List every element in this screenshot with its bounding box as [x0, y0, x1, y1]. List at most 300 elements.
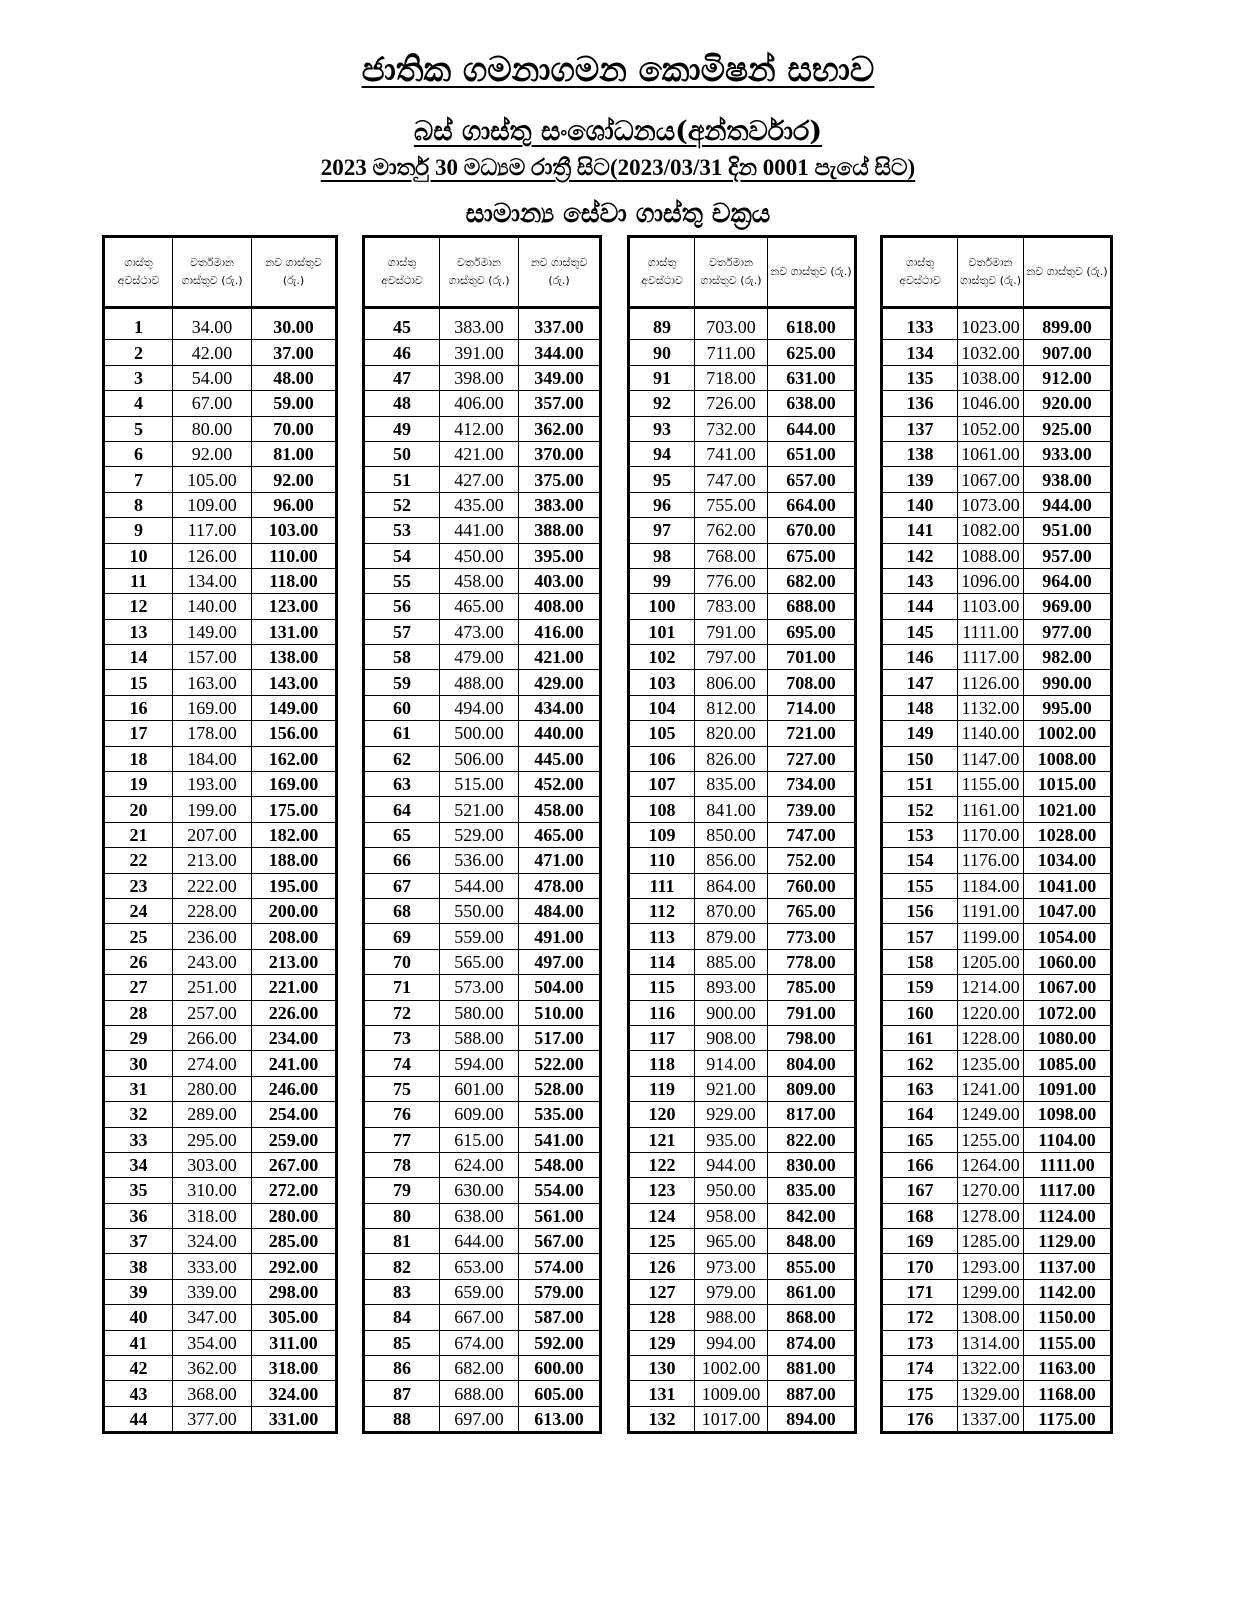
stage-cell: 27	[104, 975, 173, 1000]
new-fare-cell: 375.00	[519, 467, 601, 492]
table-row	[882, 1381, 1112, 1406]
new-fare-cell: 362.00	[519, 416, 601, 441]
current-fare-cell: 870.00	[695, 898, 768, 923]
stage-cell: 115	[629, 975, 695, 1000]
table-header-row	[629, 237, 856, 308]
column-header-new-fare: නව ගාස්තුව (රු.)	[252, 237, 337, 308]
stage-cell: 156	[882, 898, 958, 923]
current-fare-cell: 178.00	[173, 721, 252, 746]
new-fare-cell: 613.00	[519, 1406, 601, 1432]
table-row	[629, 568, 856, 593]
new-fare-cell: 964.00	[1024, 568, 1112, 593]
stage-cell: 84	[364, 1305, 440, 1330]
table-row	[629, 772, 856, 797]
current-fare-cell: 289.00	[173, 1102, 252, 1127]
current-fare-cell: 295.00	[173, 1127, 252, 1152]
new-fare-cell: 798.00	[768, 1025, 856, 1050]
new-fare-cell: 292.00	[252, 1254, 337, 1279]
current-fare-cell: 820.00	[695, 721, 768, 746]
new-fare-cell: 778.00	[768, 949, 856, 974]
table-row	[629, 1178, 856, 1203]
table-row	[104, 308, 337, 340]
stage-cell: 141	[882, 518, 958, 543]
new-fare-cell: 445.00	[519, 746, 601, 771]
stage-cell: 123	[629, 1178, 695, 1203]
table-row	[882, 645, 1112, 670]
current-fare-cell: 347.00	[173, 1305, 252, 1330]
current-fare-cell: 812.00	[695, 695, 768, 720]
stage-cell: 61	[364, 721, 440, 746]
stage-cell: 77	[364, 1127, 440, 1152]
stage-cell: 28	[104, 1000, 173, 1025]
new-fare-cell: 175.00	[252, 797, 337, 822]
current-fare-cell: 667.00	[440, 1305, 519, 1330]
new-fare-cell: 465.00	[519, 822, 601, 847]
current-fare-cell: 688.00	[440, 1381, 519, 1406]
current-fare-cell: 1308.00	[958, 1305, 1024, 1330]
new-fare-cell: 131.00	[252, 619, 337, 644]
current-fare-cell: 398.00	[440, 365, 519, 390]
table-row	[882, 492, 1112, 517]
stage-cell: 6	[104, 441, 173, 466]
table-row	[629, 822, 856, 847]
current-fare-cell: 473.00	[440, 619, 519, 644]
table-row	[104, 1330, 337, 1355]
table-row	[104, 1406, 337, 1432]
table-row	[104, 441, 337, 466]
current-fare-cell: 559.00	[440, 924, 519, 949]
table-row	[882, 746, 1112, 771]
table-row	[364, 797, 601, 822]
current-fare-cell: 682.00	[440, 1356, 519, 1381]
new-fare-cell: 951.00	[1024, 518, 1112, 543]
new-fare-cell: 675.00	[768, 543, 856, 568]
new-fare-cell: 110.00	[252, 543, 337, 568]
stage-cell: 25	[104, 924, 173, 949]
stage-cell: 99	[629, 568, 695, 593]
current-fare-cell: 791.00	[695, 619, 768, 644]
stage-cell: 43	[104, 1381, 173, 1406]
new-fare-cell: 421.00	[519, 645, 601, 670]
table-row	[104, 873, 337, 898]
current-fare-cell: 711.00	[695, 340, 768, 365]
table-row	[104, 1279, 337, 1304]
new-fare-cell: 567.00	[519, 1229, 601, 1254]
new-fare-cell: 752.00	[768, 848, 856, 873]
table-row	[364, 1076, 601, 1101]
stage-cell: 44	[104, 1406, 173, 1432]
current-fare-cell: 958.00	[695, 1203, 768, 1228]
current-fare-cell: 965.00	[695, 1229, 768, 1254]
current-fare-cell: 339.00	[173, 1279, 252, 1304]
new-fare-cell: 1163.00	[1024, 1356, 1112, 1381]
current-fare-cell: 1184.00	[958, 873, 1024, 898]
new-fare-cell: 528.00	[519, 1076, 601, 1101]
current-fare-cell: 1278.00	[958, 1203, 1024, 1228]
current-fare-cell: 615.00	[440, 1127, 519, 1152]
stage-cell: 54	[364, 543, 440, 568]
current-fare-cell: 1249.00	[958, 1102, 1024, 1127]
stage-cell: 124	[629, 1203, 695, 1228]
stage-cell: 52	[364, 492, 440, 517]
table-row	[104, 949, 337, 974]
current-fare-cell: 1264.00	[958, 1152, 1024, 1177]
table-row	[882, 1330, 1112, 1355]
current-fare-cell: 718.00	[695, 365, 768, 390]
stage-cell: 83	[364, 1279, 440, 1304]
new-fare-cell: 785.00	[768, 975, 856, 1000]
stage-cell: 37	[104, 1229, 173, 1254]
current-fare-cell: 1082.00	[958, 518, 1024, 543]
stage-cell: 117	[629, 1025, 695, 1050]
table-row	[882, 695, 1112, 720]
table-row	[629, 797, 856, 822]
current-fare-cell: 835.00	[695, 772, 768, 797]
new-fare-cell: 855.00	[768, 1254, 856, 1279]
stage-cell: 126	[629, 1254, 695, 1279]
new-fare-cell: 651.00	[768, 441, 856, 466]
stage-cell: 172	[882, 1305, 958, 1330]
column-header-stage: ගාස්තු අවස්ථාව	[364, 237, 440, 308]
table-row	[629, 619, 856, 644]
new-fare-cell: 861.00	[768, 1279, 856, 1304]
stage-cell: 122	[629, 1152, 695, 1177]
table-header-row	[364, 237, 601, 308]
table-row	[629, 518, 856, 543]
effective-date: 2023 මාර්තු 30 මධ්‍යම රාත්‍රී සිට(2023/03/31 දින 0001 පැයේ සිට)	[320, 155, 916, 180]
table-row	[629, 695, 856, 720]
table-row	[629, 1356, 856, 1381]
stage-cell: 85	[364, 1330, 440, 1355]
table-row	[104, 1127, 337, 1152]
new-fare-cell: 349.00	[519, 365, 601, 390]
stage-cell: 89	[629, 308, 695, 340]
stage-cell: 149	[882, 721, 958, 746]
current-fare-cell: 1073.00	[958, 492, 1024, 517]
current-fare-cell: 908.00	[695, 1025, 768, 1050]
current-fare-cell: 841.00	[695, 797, 768, 822]
new-fare-cell: 1085.00	[1024, 1051, 1112, 1076]
current-fare-cell: 140.00	[173, 594, 252, 619]
table-row	[364, 1406, 601, 1432]
stage-cell: 159	[882, 975, 958, 1000]
table-row	[882, 416, 1112, 441]
new-fare-cell: 298.00	[252, 1279, 337, 1304]
stage-cell: 86	[364, 1356, 440, 1381]
stage-cell: 147	[882, 670, 958, 695]
stage-cell: 93	[629, 416, 695, 441]
current-fare-cell: 703.00	[695, 308, 768, 340]
stage-cell: 62	[364, 746, 440, 771]
table-row	[364, 1051, 601, 1076]
new-fare-cell: 452.00	[519, 772, 601, 797]
table-row	[104, 492, 337, 517]
table-row	[104, 1254, 337, 1279]
stage-cell: 82	[364, 1254, 440, 1279]
stage-cell: 79	[364, 1178, 440, 1203]
current-fare-cell: 988.00	[695, 1305, 768, 1330]
current-fare-cell: 529.00	[440, 822, 519, 847]
table-row	[629, 543, 856, 568]
new-fare-cell: 541.00	[519, 1127, 601, 1152]
table-row	[629, 924, 856, 949]
new-fare-cell: 881.00	[768, 1356, 856, 1381]
table-row	[364, 1305, 601, 1330]
stage-cell: 111	[629, 873, 695, 898]
new-fare-cell: 773.00	[768, 924, 856, 949]
stage-cell: 24	[104, 898, 173, 923]
table-row	[364, 1000, 601, 1025]
stage-cell: 114	[629, 949, 695, 974]
table-row	[629, 1406, 856, 1432]
table-row	[104, 391, 337, 416]
new-fare-cell: 337.00	[519, 308, 601, 340]
current-fare-cell: 494.00	[440, 695, 519, 720]
table-row	[629, 1381, 856, 1406]
stage-cell: 75	[364, 1076, 440, 1101]
stage-cell: 98	[629, 543, 695, 568]
new-fare-cell: 280.00	[252, 1203, 337, 1228]
new-fare-cell: 977.00	[1024, 619, 1112, 644]
table-row	[104, 1178, 337, 1203]
table-row	[364, 416, 601, 441]
current-fare-cell: 1255.00	[958, 1127, 1024, 1152]
table-row	[364, 1178, 601, 1203]
stage-cell: 7	[104, 467, 173, 492]
new-fare-cell: 1168.00	[1024, 1381, 1112, 1406]
new-fare-cell: 561.00	[519, 1203, 601, 1228]
table-row	[629, 441, 856, 466]
table-row	[629, 1076, 856, 1101]
stage-cell: 96	[629, 492, 695, 517]
current-fare-cell: 1147.00	[958, 746, 1024, 771]
table-row	[629, 1203, 856, 1228]
current-fare-cell: 34.00	[173, 308, 252, 340]
new-fare-cell: 440.00	[519, 721, 601, 746]
new-fare-cell: 213.00	[252, 949, 337, 974]
stage-cell: 76	[364, 1102, 440, 1127]
new-fare-cell: 548.00	[519, 1152, 601, 1177]
current-fare-cell: 850.00	[695, 822, 768, 847]
new-fare-cell: 318.00	[252, 1356, 337, 1381]
table-row	[882, 1254, 1112, 1279]
new-fare-cell: 471.00	[519, 848, 601, 873]
table-row	[629, 1152, 856, 1177]
new-fare-cell: 234.00	[252, 1025, 337, 1050]
current-fare-cell: 1132.00	[958, 695, 1024, 720]
table-row	[629, 873, 856, 898]
current-fare-cell: 935.00	[695, 1127, 768, 1152]
stage-cell: 125	[629, 1229, 695, 1254]
table-row	[629, 670, 856, 695]
stage-cell: 139	[882, 467, 958, 492]
table-row	[104, 746, 337, 771]
current-fare-cell: 1111.00	[958, 619, 1024, 644]
stage-cell: 64	[364, 797, 440, 822]
new-fare-cell: 195.00	[252, 873, 337, 898]
stage-cell: 71	[364, 975, 440, 1000]
new-fare-cell: 510.00	[519, 1000, 601, 1025]
stage-cell: 31	[104, 1076, 173, 1101]
table-row	[104, 772, 337, 797]
new-fare-cell: 285.00	[252, 1229, 337, 1254]
new-fare-cell: 37.00	[252, 340, 337, 365]
table-row	[629, 1102, 856, 1127]
new-fare-cell: 592.00	[519, 1330, 601, 1355]
current-fare-cell: 893.00	[695, 975, 768, 1000]
table-row	[104, 1025, 337, 1050]
stage-cell: 103	[629, 670, 695, 695]
current-fare-cell: 885.00	[695, 949, 768, 974]
current-fare-cell: 280.00	[173, 1076, 252, 1101]
stage-cell: 97	[629, 518, 695, 543]
new-fare-cell: 305.00	[252, 1305, 337, 1330]
table-row	[882, 1178, 1112, 1203]
new-fare-cell: 990.00	[1024, 670, 1112, 695]
stage-cell: 134	[882, 340, 958, 365]
table-row	[882, 568, 1112, 593]
table-row	[882, 1025, 1112, 1050]
stage-cell: 95	[629, 467, 695, 492]
current-fare-cell: 1096.00	[958, 568, 1024, 593]
table-row	[882, 594, 1112, 619]
stage-cell: 3	[104, 365, 173, 390]
table-row	[882, 543, 1112, 568]
table-row	[364, 518, 601, 543]
current-fare-cell: 80.00	[173, 416, 252, 441]
stage-cell: 22	[104, 848, 173, 873]
stage-cell: 53	[364, 518, 440, 543]
new-fare-cell: 259.00	[252, 1127, 337, 1152]
current-fare-cell: 594.00	[440, 1051, 519, 1076]
table-row	[364, 1381, 601, 1406]
stage-cell: 81	[364, 1229, 440, 1254]
current-fare-cell: 354.00	[173, 1330, 252, 1355]
new-fare-cell: 221.00	[252, 975, 337, 1000]
new-fare-cell: 899.00	[1024, 308, 1112, 340]
table-row	[364, 1203, 601, 1228]
current-fare-cell: 117.00	[173, 518, 252, 543]
table-row	[882, 975, 1112, 1000]
current-fare-cell: 1155.00	[958, 772, 1024, 797]
new-fare-cell: 200.00	[252, 898, 337, 923]
table-row	[364, 1254, 601, 1279]
table-row	[104, 670, 337, 695]
stage-cell: 8	[104, 492, 173, 517]
table-row	[882, 772, 1112, 797]
current-fare-cell: 251.00	[173, 975, 252, 1000]
fare-table-4	[880, 235, 1113, 1434]
table-header-row	[104, 237, 337, 308]
new-fare-cell: 403.00	[519, 568, 601, 593]
stage-cell: 51	[364, 467, 440, 492]
current-fare-cell: 450.00	[440, 543, 519, 568]
current-fare-cell: 362.00	[173, 1356, 252, 1381]
stage-cell: 152	[882, 797, 958, 822]
table-row	[104, 365, 337, 390]
new-fare-cell: 344.00	[519, 340, 601, 365]
stage-cell: 4	[104, 391, 173, 416]
current-fare-cell: 826.00	[695, 746, 768, 771]
table-header-row	[882, 237, 1112, 308]
column-header-stage: ගාස්තු අවස්ථාව	[104, 237, 173, 308]
new-fare-cell: 933.00	[1024, 441, 1112, 466]
new-fare-cell: 241.00	[252, 1051, 337, 1076]
current-fare-cell: 950.00	[695, 1178, 768, 1203]
table-row	[364, 746, 601, 771]
new-fare-cell: 912.00	[1024, 365, 1112, 390]
table-row	[364, 1152, 601, 1177]
stage-cell: 94	[629, 441, 695, 466]
new-fare-cell: 830.00	[768, 1152, 856, 1177]
current-fare-cell: 944.00	[695, 1152, 768, 1177]
stage-cell: 173	[882, 1330, 958, 1355]
new-fare-cell: 734.00	[768, 772, 856, 797]
current-fare-cell: 134.00	[173, 568, 252, 593]
current-fare-cell: 1205.00	[958, 949, 1024, 974]
new-fare-cell: 1060.00	[1024, 949, 1112, 974]
current-fare-cell: 1046.00	[958, 391, 1024, 416]
table-row	[364, 975, 601, 1000]
new-fare-cell: 156.00	[252, 721, 337, 746]
stage-cell: 133	[882, 308, 958, 340]
stage-cell: 109	[629, 822, 695, 847]
stage-cell: 90	[629, 340, 695, 365]
stage-cell: 66	[364, 848, 440, 873]
new-fare-cell: 739.00	[768, 797, 856, 822]
fare-table-2	[362, 235, 602, 1434]
current-fare-cell: 732.00	[695, 416, 768, 441]
table-row	[364, 695, 601, 720]
table-row	[629, 365, 856, 390]
new-fare-cell: 30.00	[252, 308, 337, 340]
new-fare-cell: 868.00	[768, 1305, 856, 1330]
fare-table-3	[627, 235, 857, 1434]
table-row	[364, 873, 601, 898]
current-fare-cell: 515.00	[440, 772, 519, 797]
current-fare-cell: 266.00	[173, 1025, 252, 1050]
table-row	[629, 645, 856, 670]
table-row	[629, 391, 856, 416]
table-row	[104, 1203, 337, 1228]
current-fare-cell: 1126.00	[958, 670, 1024, 695]
current-fare-cell: 105.00	[173, 467, 252, 492]
stage-cell: 63	[364, 772, 440, 797]
new-fare-cell: 1041.00	[1024, 873, 1112, 898]
new-fare-cell: 760.00	[768, 873, 856, 898]
stage-cell: 140	[882, 492, 958, 517]
stage-cell: 155	[882, 873, 958, 898]
new-fare-cell: 149.00	[252, 695, 337, 720]
new-fare-cell: 208.00	[252, 924, 337, 949]
new-fare-cell: 600.00	[519, 1356, 601, 1381]
table-row	[364, 308, 601, 340]
table-row	[104, 695, 337, 720]
current-fare-cell: 1103.00	[958, 594, 1024, 619]
column-header-new-fare: නව ගාස්තුව (රු.)	[519, 237, 601, 308]
current-fare-cell: 488.00	[440, 670, 519, 695]
table-row	[364, 1127, 601, 1152]
stage-cell: 69	[364, 924, 440, 949]
current-fare-cell: 391.00	[440, 340, 519, 365]
current-fare-cell: 383.00	[440, 308, 519, 340]
stage-cell: 143	[882, 568, 958, 593]
new-fare-cell: 982.00	[1024, 645, 1112, 670]
current-fare-cell: 163.00	[173, 670, 252, 695]
column-header-current-fare: වර්තමාන ගාස්තුව (රු.)	[958, 237, 1024, 308]
current-fare-cell: 806.00	[695, 670, 768, 695]
stage-cell: 146	[882, 645, 958, 670]
